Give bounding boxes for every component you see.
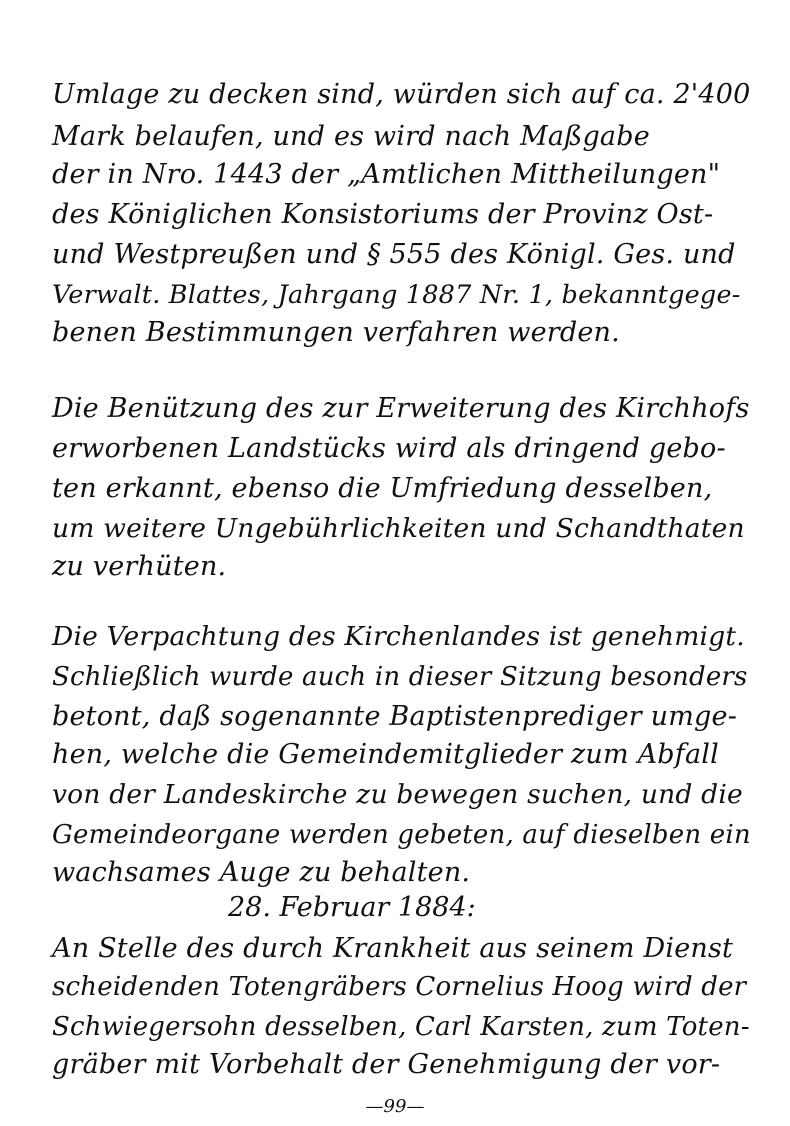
text-line: Mark belaufen, und es wird nach Maßgabe: [52, 121, 650, 152]
text-line: Die Benützung des zur Erweiterung des Kirchhofs: [52, 393, 750, 424]
text-line: Gemeindeorgane werden gebeten, auf dieselben ein: [52, 820, 751, 850]
text-line: und Westpreußen und § 555 des Königl. Ges. und: [52, 239, 736, 270]
page-number: —99—: [365, 1096, 425, 1117]
text-line: zu verhüten.: [52, 551, 227, 582]
text-line: erworbenen Landstücks wird als dringend gebo-: [52, 433, 726, 464]
text-line: Die Verpachtung des Kirchenlandes ist genehmigt.: [52, 621, 745, 652]
date-heading: 28. Februar 1884:: [228, 892, 476, 923]
text-line: Schließlich wurde auch in dieser Sitzung besonders: [52, 662, 748, 692]
text-line: um weitere Ungebührlichkeiten und Schandthaten: [52, 513, 745, 544]
text-line: benen Bestimmungen verfahren werden.: [52, 317, 620, 348]
text-line: wachsames Auge zu behalten.: [52, 857, 471, 888]
text-line: hen, welche die Gemeindemitglieder zum Abfall: [52, 739, 719, 770]
text-line: betont, daß sogenannte Baptistenprediger umge-: [52, 701, 738, 732]
text-line: gräber mit Vorbehalt der Genehmigung der vor-: [52, 1049, 721, 1080]
text-line: Umlage zu decken sind, würden sich auf ca. 2'400: [52, 79, 751, 110]
text-line: Schwiegersohn desselben, Carl Karsten, zum Toten-: [52, 1012, 750, 1042]
text-line: der in Nro. 1443 der „Amtlichen Mittheilungen": [52, 159, 721, 190]
text-line: von der Landeskirche zu bewegen suchen, und die: [52, 779, 743, 810]
text-line: des Königlichen Konsistoriums der Provinz Ost-: [52, 199, 714, 230]
text-line: scheidenden Totengräbers Cornelius Hoog wird der: [52, 972, 747, 1002]
text-line: An Stelle des durch Krankheit aus seinem Dienst: [52, 933, 734, 964]
text-line: ten erkannt, ebenso die Umfriedung desselben,: [52, 473, 713, 504]
text-line: Verwalt. Blattes, Jahrgang 1887 Nr. 1, bekanntgege-: [52, 280, 741, 310]
